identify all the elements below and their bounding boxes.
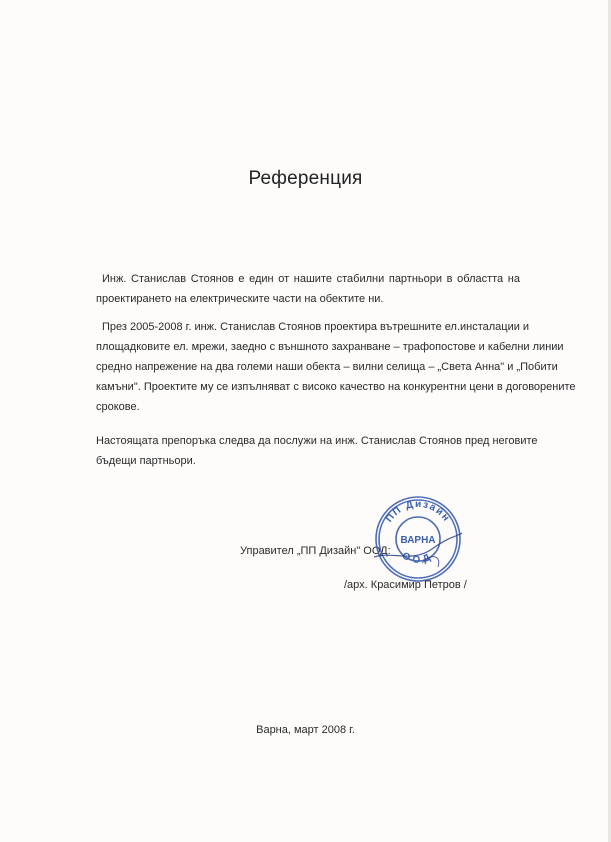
document-title: Референция [248, 168, 363, 189]
stamp-bottom-text: ООД [400, 550, 436, 566]
paragraph-2-line-2: площадковите ел. мрежи, заедно с външното захранване – трафопостове и кабелни линии [96, 341, 564, 353]
paragraph-2-line-5: срокове. [96, 401, 140, 413]
stamp-center-text: ВАРНА [400, 535, 436, 546]
place-and-date: Варна, март 2008 г. [256, 724, 355, 736]
signature-line: Управител „ПП Дизайн" ООД: [240, 545, 391, 557]
stamp-top-text: ПП Дизайн [383, 498, 453, 525]
paragraph-2 [96, 317, 576, 417]
paragraph-2-line-4: камъни". Проектите му се изпълняват с високо качество на конкурентни цени в договорените [96, 381, 576, 393]
svg-text:ООД [400, 551, 435, 566]
signatory-name: /арх. Красимир Петров / [344, 579, 467, 591]
paragraph-3 [96, 431, 538, 471]
paragraph-3-line-1: Настоящата препоръка следва да послужи на инж. Станислав Стоянов пред неговите [96, 435, 538, 447]
company-stamp [372, 493, 464, 585]
paragraph-1-line-1: Инж. Станислав Стоянов е един от нашите стабилни партньори в областта на [102, 273, 520, 285]
paragraph-3-line-2: бъдещи партньори. [96, 455, 196, 467]
paragraph-1 [96, 269, 520, 309]
paragraph-1-line-2: проектирането на електрическите части на обектите ни. [96, 293, 384, 305]
svg-text:ПП Дизайн [384, 499, 452, 525]
paragraph-2-line-1: През 2005-2008 г. инж. Станислав Стоянов проектира вътрешните ел.инсталации и [102, 321, 530, 333]
paragraph-2-line-3: средно напрежение на два големи наши обекта – вилни селища – „Света Анна" и „Побити [96, 361, 558, 373]
